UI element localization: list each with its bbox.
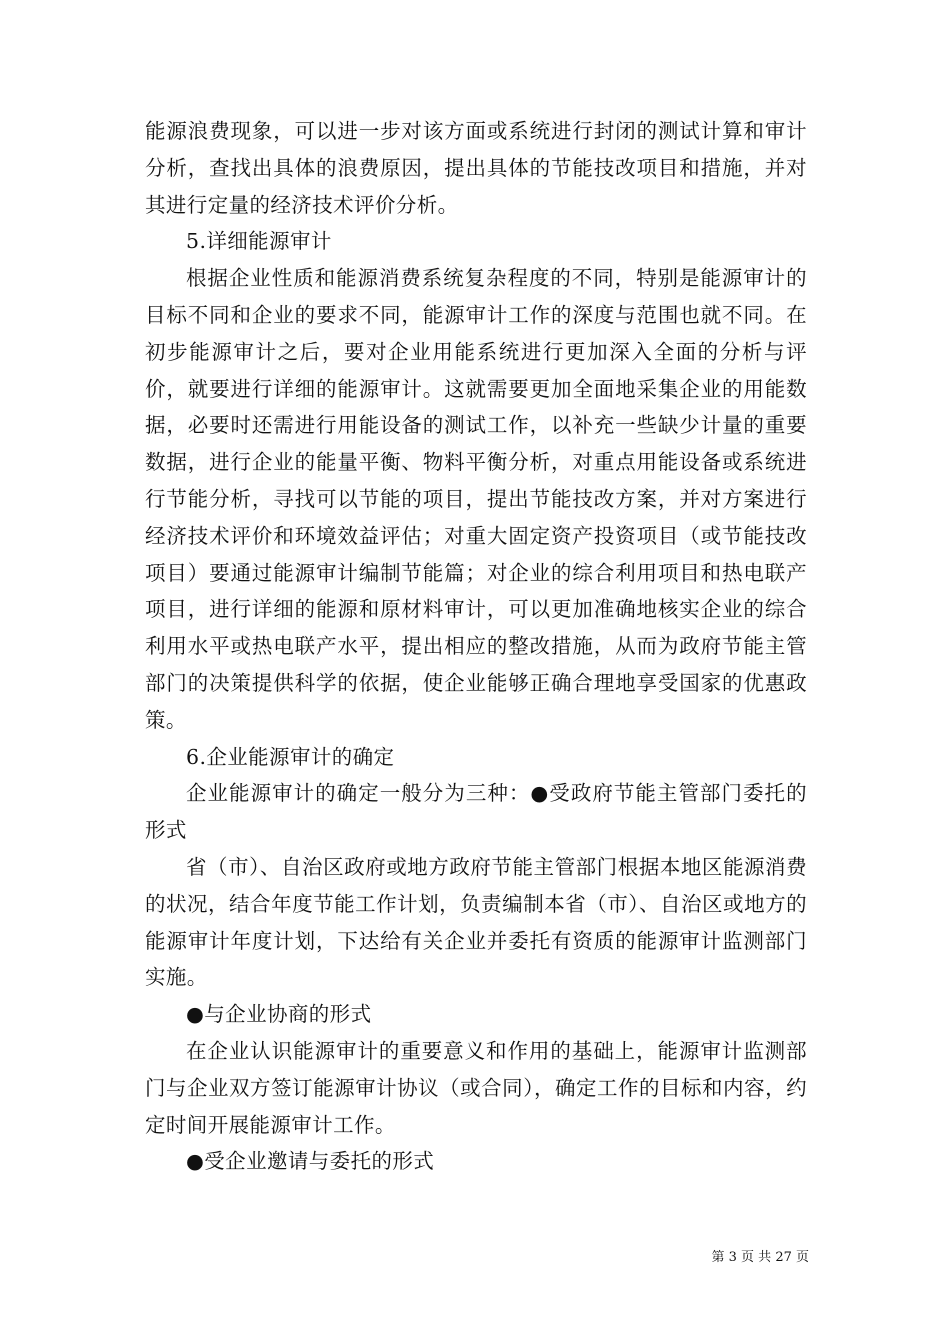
paragraph-detailed-audit: 根据企业性质和能源消费系统复杂程度的不同，特别是能源审计的目标不同和企业的要求不同，能源审计工作的深度与范围也就不同。在初步能源审计之后，要对企业用能系统进行更加深入全面的分析与评价，就要进行详细的能源审计。这就需要更加全面地采集企业的用能数据，必要时还需进行用能设备的测试工作，以补充一些缺少计量的重要数据，进行企业的能量平衡、物料平衡分析，对重点用能设备或系统进行节能分析，寻找可以节能的项目，提出节能技改方案，并对方案进行经济技术评价和环境效益评估；对重大固定资产投资项目（或节能技改项目）要通过能源审计编制节能篇；对企业的综合利用项目和热电联产项目，进行详细的能源和原材料审计，可以更加准确地核实企业的综合利用水平或热电联产水平，提出相应的整改措施，从而为政府节能主管部门的决策提供科学的依据，使企业能够正确合理地享受国家的优惠政策。	[145, 266, 807, 732]
paragraph-three-forms: 企业能源审计的确定一般分为三种：●受政府节能主管部门委托的形式	[145, 781, 807, 843]
bullet-enterprise-invitation-form: ●受企业邀请与委托的形式	[186, 1149, 435, 1174]
document-body	[145, 113, 807, 1180]
heading-detailed-audit: 5.详细能源审计	[186, 229, 332, 254]
paragraph-waste-analysis: 能源浪费现象，可以进一步对该方面或系统进行封闭的测试计算和审计分析，查找出具体的浪费原因，提出具体的节能技改项目和措施，并对其进行定量的经济技术评价分析。	[145, 119, 807, 217]
paragraph-government-commission: 省（市）、自治区政府或地方政府节能主管部门根据本地区能源消费的状况，结合年度节能工作计划，负责编制本省（市）、自治区或地方的能源审计年度计划，下达给有关企业并委托有资质的能源审计监测部门实施。	[145, 854, 807, 990]
paragraph-negotiation: 在企业认识能源审计的重要意义和作用的基础上，能源审计监测部门与企业双方签订能源审计协议（或合同），确定工作的目标和内容，约定时间开展能源审计工作。	[145, 1038, 807, 1137]
heading-audit-determination: 6.企业能源审计的确定	[186, 744, 395, 769]
bullet-negotiation-form: ●与企业协商的形式	[186, 1002, 372, 1027]
page-number: 第 3 页 共 27 页	[711, 1250, 809, 1265]
